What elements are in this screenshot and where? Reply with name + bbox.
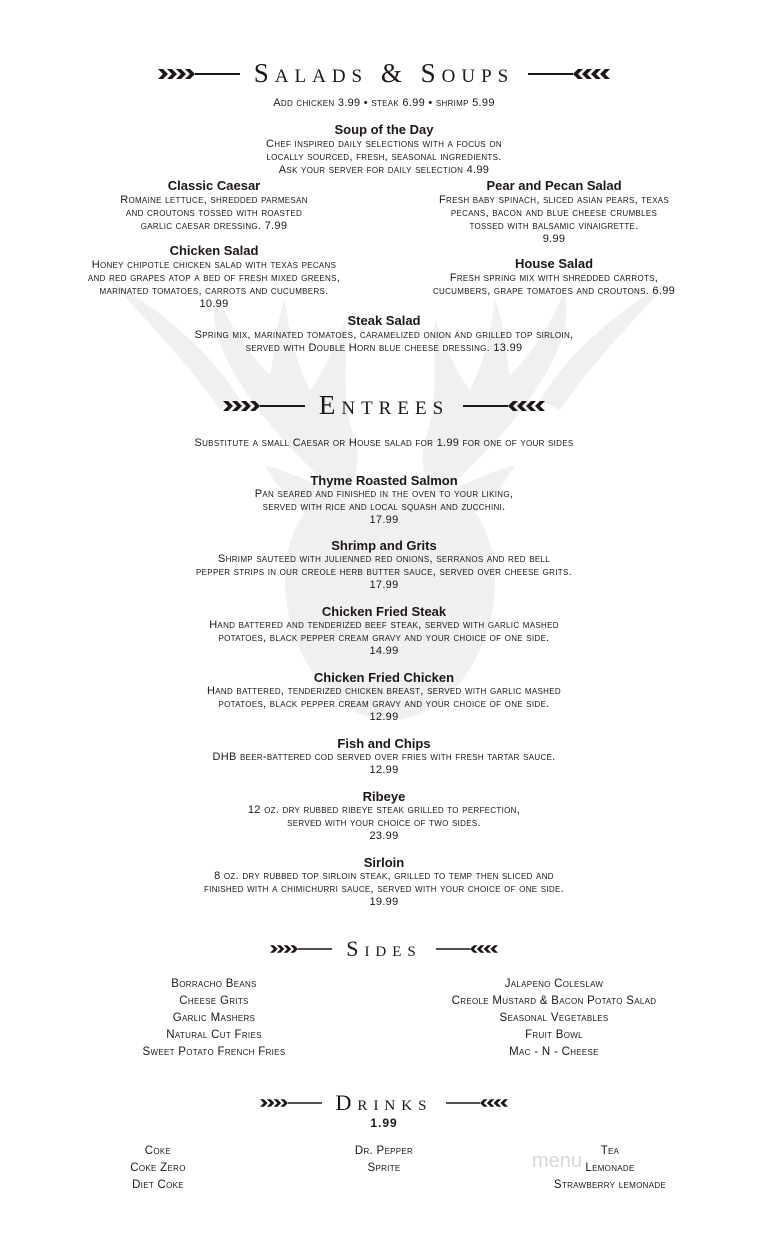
item-desc: 12 oz. dry rubbed ribeye steak grilled to perfection,: [247, 804, 521, 816]
drinks-title: Drinks: [335, 1090, 433, 1115]
item-name: Soup of the Day: [334, 122, 434, 137]
arrow-left-icon: [270, 943, 332, 955]
item-name: Sirloin: [363, 855, 405, 870]
substitute-note: Substitute a small Caesar or House salad for 1.99 for one of your sides: [194, 437, 574, 449]
list-item: Garlic Mashers: [172, 1012, 256, 1024]
item-price: 10.99: [199, 298, 229, 310]
brand-watermark: menu: [532, 1150, 583, 1172]
item-desc: and croutons tossed with roasted: [125, 207, 303, 219]
salads-header: [0, 58, 768, 89]
item-desc: locally sourced, fresh, seasonal ingredients.: [266, 151, 502, 163]
item-price: 14.99: [369, 645, 399, 657]
item-desc: Hand battered, tenderized chicken breast, served with garlic mashed: [207, 685, 561, 697]
item-desc: finished with a chimichurri sauce, served with your choice of one side.: [203, 883, 564, 895]
list-item: Borracho Beans: [171, 978, 257, 990]
arrow-right-icon: [446, 1097, 508, 1109]
item-price: 17.99: [369, 514, 399, 526]
sides-header: [0, 936, 768, 962]
list-item: Seasonal Vegetables: [499, 1012, 609, 1024]
item-desc: cucumbers, grape tomatoes and croutons. 6.99: [432, 285, 676, 297]
item-desc: marinated tomatoes, carrots and cucumbers.: [99, 285, 329, 297]
item-name: Thyme Roasted Salmon: [310, 473, 458, 488]
list-item: Dr. Pepper: [354, 1145, 414, 1157]
list-item: Natural Cut Fries: [166, 1029, 262, 1041]
salads-title: Salads & Soups: [253, 58, 515, 88]
item-desc: served with Double Horn blue cheese dressing. 13.99: [245, 342, 523, 354]
item-desc: DHB beer-battered cod served over fries with fresh tartar sauce.: [212, 751, 556, 763]
list-item: Coke: [144, 1145, 172, 1157]
item-name: Chicken Salad: [169, 243, 259, 258]
item-desc: Hand battered and tenderized beef steak, served with garlic mashed: [209, 619, 559, 631]
arrow-right-icon: [528, 67, 610, 81]
entrees-title: Entrees: [318, 390, 450, 420]
arrow-left-icon: [260, 1097, 322, 1109]
item-price: 9.99: [542, 233, 566, 245]
entrees-header: [0, 390, 768, 421]
item-desc: Pan seared and finished in the oven to your liking,: [254, 488, 514, 500]
item-desc: Fresh spring mix with shredded carrots,: [449, 272, 659, 284]
item-desc: Shrimp sauteed with julienned red onions, serranos and red bell: [218, 553, 550, 565]
list-item: Tea: [600, 1145, 620, 1157]
item-desc: Romaine lettuce, shredded parmesan: [120, 194, 308, 206]
list-item: Jalapeno Coleslaw: [504, 978, 604, 990]
drinks-header: [0, 1090, 768, 1116]
item-price: 12.99: [369, 764, 399, 776]
list-item: Creole Mustard & Bacon Potato Salad: [451, 995, 657, 1007]
item-desc: garlic caesar dressing. 7.99: [140, 220, 288, 232]
sides-title: Sides: [346, 936, 422, 961]
item-desc: Chef inspired daily selections with a focus on: [266, 138, 502, 150]
item-desc: served with rice and local squash and zucchini.: [262, 501, 506, 513]
arrow-left-icon: [158, 67, 240, 81]
item-desc: served with your choice of two sides.: [287, 817, 481, 829]
item-price: 17.99: [369, 579, 399, 591]
item-name: Steak Salad: [347, 313, 421, 328]
drinks-price: 1.99: [370, 1116, 398, 1130]
item-name: House Salad: [514, 256, 594, 271]
item-name: Chicken Fried Chicken: [313, 670, 455, 685]
list-item: Fruit Bowl: [525, 1029, 583, 1041]
item-desc: Honey chipotle chicken salad with texas pecans: [91, 259, 337, 271]
add-protein-note: Add chicken 3.99 • steak 6.99 • shrimp 5.99: [273, 97, 495, 109]
arrow-left-icon: [223, 399, 305, 413]
arrow-right-icon: [463, 399, 545, 413]
item-price: 12.99: [369, 711, 399, 723]
item-desc: Spring mix, marinated tomatoes, caramelized onion and grilled top sirloin,: [194, 329, 574, 341]
list-item: Diet Coke: [132, 1179, 184, 1191]
item-desc: pecans, bacon and blue cheese crumbles: [450, 207, 658, 219]
item-desc: potatoes, black pepper cream gravy and your choice of one side.: [218, 698, 550, 710]
list-item: Lemonade: [585, 1162, 635, 1174]
item-name: Chicken Fried Steak: [321, 604, 447, 619]
item-desc: tossed with balsamic vinaigrette.: [469, 220, 639, 232]
item-price: 23.99: [369, 830, 399, 842]
item-name: Pear and Pecan Salad: [486, 178, 622, 193]
list-item: Sprite: [367, 1162, 401, 1174]
item-desc: and red grapes atop a bed of fresh mixed greens,: [87, 272, 341, 284]
item-name: Classic Caesar: [167, 178, 261, 193]
item-name: Shrimp and Grits: [331, 538, 437, 553]
list-item: Mac - N - Cheese: [509, 1046, 599, 1058]
item-desc: potatoes, black pepper cream gravy and your choice of one side.: [218, 632, 550, 644]
item-desc: 8 oz. dry rubbed top sirloin steak, grilled to temp then sliced and: [214, 870, 554, 882]
item-desc: Ask your server for daily selection 4.99: [278, 164, 490, 176]
list-item: Cheese Grits: [179, 995, 249, 1007]
item-name: Fish and Chips: [337, 736, 431, 751]
list-item: Strawberry lemonade: [553, 1179, 667, 1191]
arrow-right-icon: [436, 943, 498, 955]
item-desc: pepper strips in our creole herb butter sauce, served over cheese grits.: [196, 566, 572, 578]
item-price: 19.99: [369, 896, 399, 908]
item-name: Ribeye: [362, 789, 406, 804]
list-item: Sweet Potato French Fries: [142, 1046, 286, 1058]
list-item: Coke Zero: [130, 1162, 186, 1174]
item-desc: Fresh baby spinach, sliced asian pears, texas: [438, 194, 670, 206]
